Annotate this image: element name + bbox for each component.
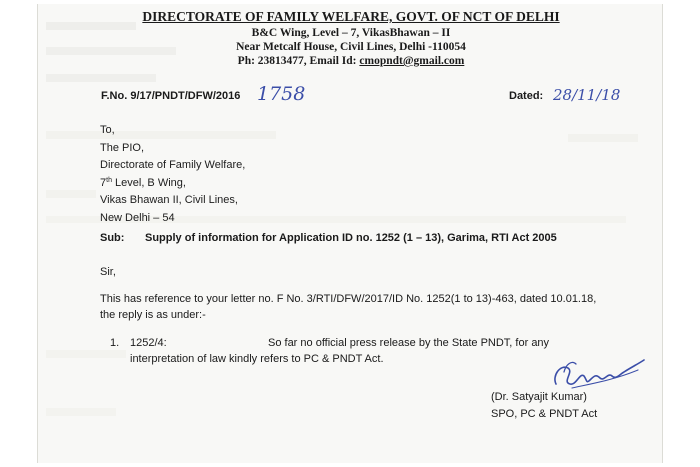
bleed-through-mark [568, 134, 638, 142]
letterhead-address-line: B&C Wing, Level – 7, VikasBhawan – II [251, 27, 451, 39]
item-number: 1. [110, 337, 120, 349]
dated-label: Dated: [509, 90, 544, 102]
bleed-through-mark [46, 408, 116, 416]
item-reply-line: interpretation of law kindly refers to PC & PNDT Act. [130, 353, 384, 365]
bleed-through-mark [46, 74, 156, 82]
addressee-line: Directorate of Family Welfare, [100, 159, 246, 172]
item-application-code: 1252/4: [130, 337, 167, 349]
letterhead-title: DIRECTORATE OF FAMILY WELFARE, GOVT. OF NCT OF DELHI [142, 9, 560, 24]
item-reply-line: So far no official press release by the State PNDT, for any [268, 337, 550, 349]
signatory-name: (Dr. Satyajit Kumar) [491, 391, 587, 403]
addressee-ordinal: th [106, 176, 112, 184]
bleed-through-mark [46, 350, 126, 358]
addressee-level-number: 7 [100, 176, 107, 189]
bleed-through-mark [46, 190, 96, 198]
addressee-block [100, 122, 245, 228]
file-number: F.No. 9/17/PNDT/DFW/2016 [101, 90, 241, 102]
addressee-line: Vikas Bhawan II, Civil Lines, [100, 194, 238, 207]
subject-text: Supply of information for Application ID no. 1252 (1 – 13), Garima, RTI Act 2005 [145, 232, 557, 244]
addressee-level-text: Level, B Wing, [111, 176, 186, 189]
addressee-to: To, [100, 124, 115, 136]
letterhead-phone: Ph: 23813477, Email Id: [237, 55, 360, 67]
letterhead-email: cmopndt@gmail.com [359, 55, 465, 67]
letterhead-contact-line [38, 55, 663, 67]
addressee-line: New Delhi – 54 [100, 211, 175, 224]
body-paragraph: This has reference to your letter no. F No. 3/RTI/DFW/2017/ID No. 1252(1 to 13)-463, dated 10.01.18, the reply is as under:- [100, 293, 597, 321]
handwritten-dispatch-number: 1758 [257, 83, 306, 105]
handwritten-date: 28/11/18 [553, 86, 621, 104]
signatory-designation: SPO, PC & PNDT Act [491, 408, 598, 420]
addressee-line: The PIO, [100, 141, 145, 154]
letterhead-address-line: Near Metcalf House, Civil Lines, Delhi -110054 [236, 41, 466, 53]
letter-page [37, 4, 663, 463]
salutation: Sir, [100, 266, 116, 278]
subject-label: Sub: [100, 232, 125, 244]
addressee-line [100, 175, 245, 193]
handwritten-signature [550, 358, 646, 392]
